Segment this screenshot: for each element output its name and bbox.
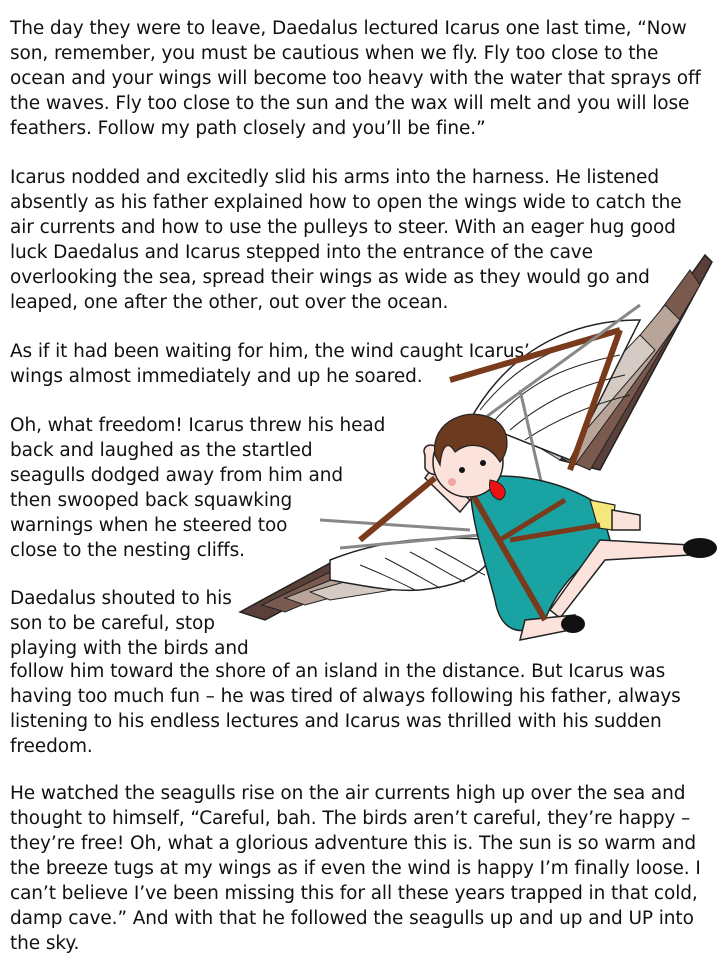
story-line: He watched the seagulls rise on the air currents high up over the sea and — [10, 783, 686, 804]
story-line: absently as his father explained how to open the wings wide to catch the — [10, 192, 682, 213]
story-line: the breeze tugs at my wings as if even the wind is happy I’m finally loose. I — [10, 858, 701, 879]
story-line: son, remember, you must be cautious when we fly. Fly too close to the — [10, 43, 659, 64]
story-line: leaped, one after the other, out over the ocean. — [10, 292, 449, 313]
story-line: ocean and your wings will become too heavy with the water that sprays off — [10, 68, 701, 89]
story-line: the sky. — [10, 933, 80, 954]
story-line: warnings when he steered too — [10, 515, 288, 536]
story-line: the waves. Fly too close to the sun and the wax will melt and you will lose — [10, 93, 690, 114]
story-line: luck Daedalus and Icarus stepped into the entrance of the cave — [10, 242, 593, 263]
story-line: playing with the birds and — [10, 638, 249, 659]
story-line: follow him toward the shore of an island in the distance. But Icarus was — [10, 661, 666, 682]
story-line: then swooped back squawking — [10, 490, 293, 511]
story-line: overlooking the sea, spread their wings as wide as they would go and — [10, 267, 650, 288]
story-line: close to the nesting cliffs. — [10, 540, 245, 561]
story-line: Daedalus shouted to his — [10, 588, 232, 609]
story-line: son to be careful, stop — [10, 613, 215, 634]
story-line: The day they were to leave, Daedalus lectured Icarus one last time, “Now — [10, 18, 687, 39]
story-line: air currents and how to use the pulleys to steer. With an eager hug good — [10, 217, 676, 238]
story-line: feathers. Follow my path closely and you’ll be fine.” — [10, 118, 486, 139]
story-line: As if it had been waiting for him, the wind caught Icarus’ — [10, 341, 530, 362]
story-line: having too much fun – he was tired of always following his father, always — [10, 686, 681, 707]
story-line: Icarus nodded and excitedly slid his arms into the harness. He listened — [10, 167, 659, 188]
story-line: seagulls dodged away from him and — [10, 465, 344, 486]
story-line: back and laughed as the startled — [10, 440, 313, 461]
story-line: damp cave.” And with that he followed the seagulls up and up and UP into — [10, 908, 694, 929]
story-line: Oh, what freedom! Icarus threw his head — [10, 415, 386, 436]
story-line: they’re free! Oh, what a glorious adventure this is. The sun is so warm and — [10, 833, 696, 854]
story-line: freedom. — [10, 736, 93, 757]
story-line: listening to his endless lectures and Icarus was thrilled with his sudden — [10, 711, 662, 732]
story-line: can’t believe I’ve been missing this for all these years trapped in that cold, — [10, 883, 698, 904]
story-line: wings almost immediately and up he soared. — [10, 366, 423, 387]
story-line: thought to himself, “Careful, bah. The birds aren’t careful, they’re happy – — [10, 808, 691, 829]
